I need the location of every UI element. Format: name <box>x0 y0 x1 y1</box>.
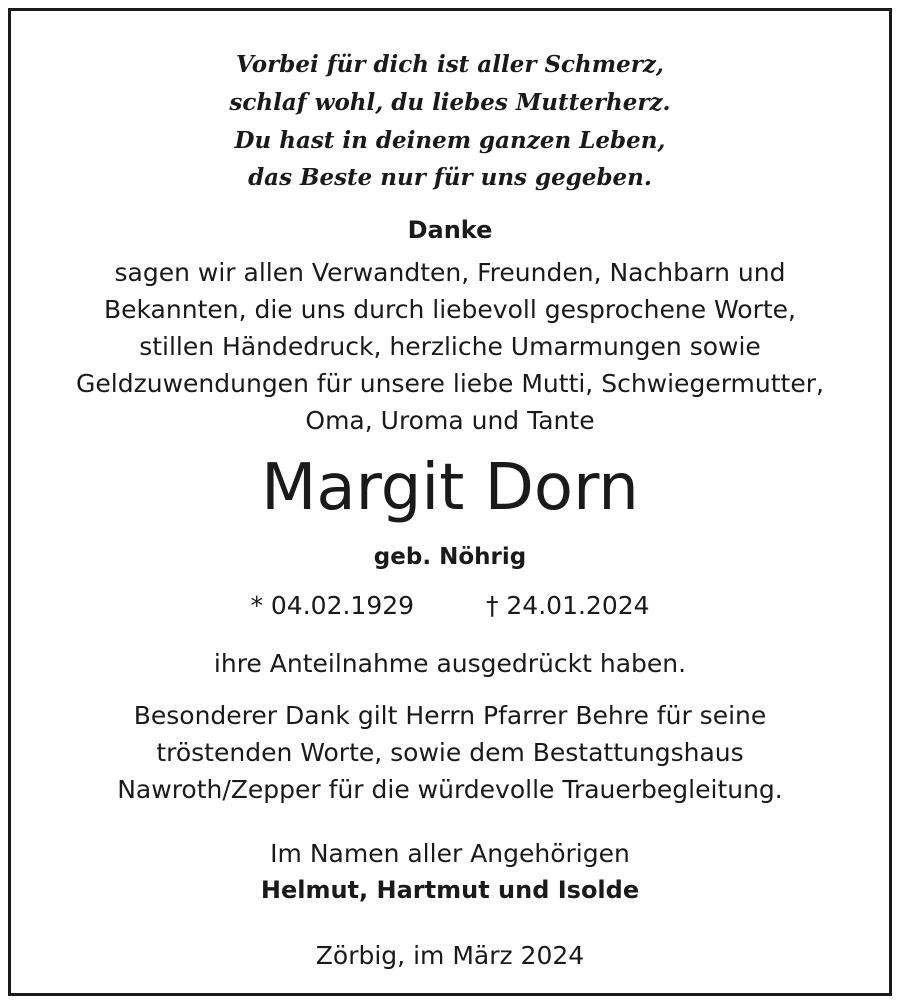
deceased-name: Margit Dorn <box>261 451 639 525</box>
special-thanks-line: Nawroth/Zepper für die würdevolle Trauerbegleitung. <box>117 775 783 804</box>
thanks-text-line: Geldzuwendungen für unsere liebe Mutti, Schwiegermutter, <box>76 369 824 398</box>
thanks-text-line: sagen wir allen Verwandten, Freunden, Nachbarn und <box>114 258 786 287</box>
special-thanks-line: tröstenden Worte, sowie dem Bestattungshaus <box>156 738 744 767</box>
thanks-heading: Danke <box>407 216 493 244</box>
poem-line: Vorbei für dich ist aller Schmerz, <box>236 51 664 78</box>
special-thanks-line: Besonderer Dank gilt Herrn Pfarrer Behre für seine <box>133 701 767 730</box>
poem-line: Du hast in deinem ganzen Leben, <box>234 127 666 154</box>
signature-intro: Im Namen aller Angehörigen <box>270 839 630 868</box>
poem-line: das Beste nur für uns gegeben. <box>248 164 652 191</box>
life-dates <box>11 591 889 620</box>
birth-name: geb. Nöhrig <box>373 544 527 570</box>
signature-names: Helmut, Hartmut und Isolde <box>260 876 640 904</box>
place-date: Zörbig, im März 2024 <box>315 941 585 970</box>
thanks-text-line: Bekannten, die uns durch liebevoll gesprochene Worte, <box>103 295 796 324</box>
poem-line: schlaf wohl, du liebes Mutterherz. <box>229 89 671 116</box>
thanks-text-line: Oma, Uroma und Tante <box>305 406 595 435</box>
obituary-notice <box>8 8 892 996</box>
birth-date: * 04.02.1929 <box>250 591 415 620</box>
death-date: † 24.01.2024 <box>485 591 650 620</box>
condolence-line: ihre Anteilnahme ausgedrückt haben. <box>213 649 687 678</box>
thanks-text-line: stillen Händedruck, herzliche Umarmungen sowie <box>139 332 761 361</box>
